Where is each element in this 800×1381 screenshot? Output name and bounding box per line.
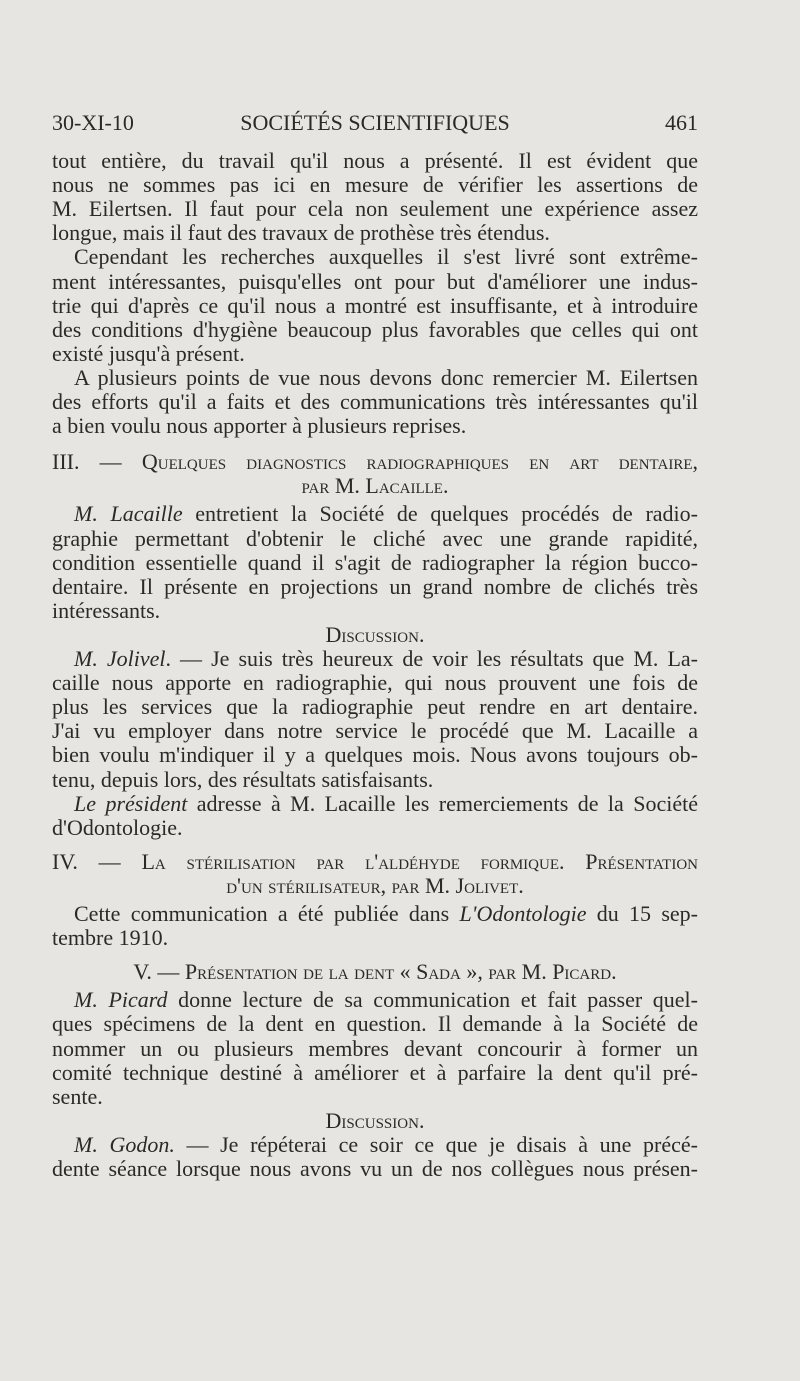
- text-line: existé jusqu'à présent.: [52, 341, 245, 366]
- text-line: dentaire. Il présente en projections un grand nombre de clichés très: [52, 574, 698, 599]
- text-line: caille nous apporte en radiographie, qui nous prouvent une fois de: [52, 670, 698, 695]
- section-heading-line: Discussion.: [325, 1108, 425, 1133]
- text-line: des conditions d'hygiène beaucoup plus favorables que celles qui ont: [52, 317, 698, 342]
- section-heading-line: d'un stérilisateur, par M. Jolivet.: [226, 873, 524, 898]
- text-line: sente.: [52, 1084, 103, 1109]
- text-line: comité technique destiné à améliorer et à parfaire la dent qu'il pré-: [52, 1060, 698, 1085]
- section-heading-line: par M. Lacaille.: [301, 473, 449, 498]
- text-line: Le président adresse à M. Lacaille les remerciements de la Société: [74, 791, 698, 816]
- header-date: 30-XI-10: [52, 110, 134, 135]
- text-line: tembre 1910.: [52, 925, 169, 950]
- text-line: tout entière, du travail qu'il nous a présenté. Il est évident que: [52, 148, 698, 173]
- text-line: d'Odontologie.: [52, 815, 183, 840]
- section-heading-line: V. — Présentation de la dent « Sada », par M. Picard.: [133, 959, 617, 984]
- text-line: bien voulu m'indiquer il y a quelques mois. Nous avons toujours ob-: [52, 742, 698, 767]
- text-line: trie qui d'après ce qu'il nous a montré est insuffisante, et à introduire: [52, 293, 698, 318]
- text-line: Cependant les recherches auxquelles il s'est livré sont extrême-: [74, 244, 698, 269]
- text-line: graphie permettant d'obtenir le cliché avec une grande rapidité,: [52, 526, 698, 551]
- section-heading-line: Discussion.: [325, 622, 425, 647]
- text-line: nommer un ou plusieurs membres devant concourir à former un: [52, 1036, 698, 1061]
- text-line: M. Picard donne lecture de sa communication et fait passer quel-: [74, 987, 698, 1012]
- text-line: M. Godon. — Je répéterai ce soir ce que je disais à une précé-: [74, 1132, 698, 1157]
- text-line: J'ai vu employer dans notre service le procédé que M. Lacaille a: [52, 718, 698, 743]
- text-line: plus les services que la radiographie peut rendre en art dentaire.: [52, 694, 698, 719]
- text-line: tenu, depuis lors, des résultats satisfaisants.: [52, 767, 434, 792]
- text-line: a bien voulu nous apporter à plusieurs reprises.: [52, 413, 467, 438]
- text-line: des efforts qu'il a faits et des communications très intéressantes qu'il: [52, 389, 698, 414]
- text-line: longue, mais il faut des travaux de prothèse très étendus.: [52, 220, 550, 245]
- section-heading-line: IV. — La stérilisation par l'aldéhyde formique. Présentation: [52, 849, 698, 874]
- text-line: M. Eilertsen. Il faut pour cela non seulement une expérience assez: [52, 196, 698, 221]
- text-line: A plusieurs points de vue nous devons donc remercier M. Eilertsen: [74, 365, 698, 390]
- text-line: intéressants.: [52, 598, 161, 623]
- text-line: Cette communication a été publiée dans L'Odontologie du 15 sep-: [74, 901, 698, 926]
- text-line: condition essentielle quand il s'agit de radiographer la région bucco-: [52, 550, 698, 575]
- text-line: dente séance lorsque nous avons vu un de nos collègues nous présen-: [52, 1156, 698, 1181]
- section-heading-line: III. — Quelques diagnostics radiographiques en art dentaire,: [52, 449, 698, 474]
- page-number: 461: [665, 110, 698, 135]
- text-line: M. Jolivel. — Je suis très heureux de voir les résultats que M. La-: [74, 646, 698, 671]
- header-title: SOCIÉTÉS SCIENTIFIQUES: [240, 110, 510, 135]
- text-line: ment intéressantes, puisqu'elles ont pour but d'améliorer une indus-: [52, 269, 698, 294]
- text-line: ques spécimens de la dent en question. Il demande à la Société de: [52, 1011, 698, 1036]
- text-line: nous ne sommes pas ici en mesure de vérifier les assertions de: [52, 172, 698, 197]
- running-header: [52, 110, 698, 140]
- text-line: M. Lacaille entretient la Société de quelques procédés de radio-: [74, 501, 698, 526]
